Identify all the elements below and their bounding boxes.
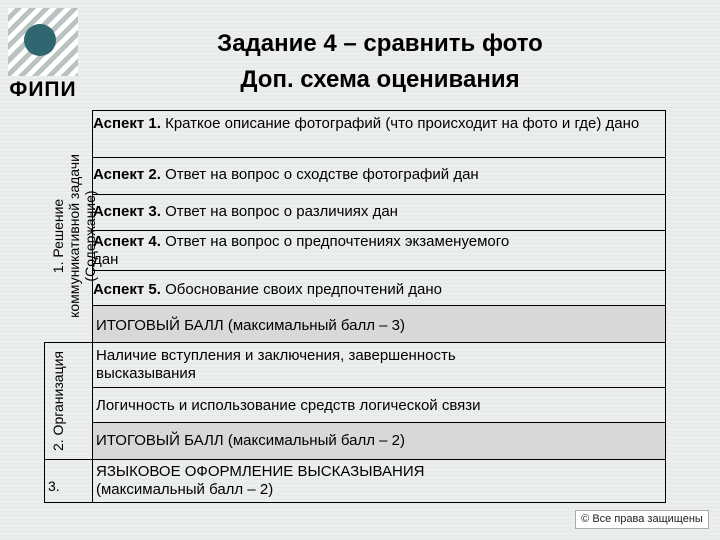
total-score-2: ИТОГОВЫЙ БАЛЛ (максимальный балл – 2) [96,432,406,449]
border-right [665,110,666,502]
aspect-4-title: Аспект 4. [93,233,161,250]
section-sep [44,459,666,460]
aspect-1-title: Аспект 1. [93,115,161,132]
aspect-5-title: Аспект 5. [93,281,161,298]
section-1-line-1: 1. Решение [50,198,66,274]
row-sep [92,194,666,195]
organization-criterion-1: Наличие вступления и заключения, завершенность высказывания [96,347,456,382]
section-1-line-2: коммуникативной задачи [66,154,82,318]
aspect-3-row [93,203,661,221]
logo-text: ФИПИ [9,78,77,101]
row-sep [92,270,666,271]
total-score-1: ИТОГОВЫЙ БАЛЛ (максимальный балл – 3) [96,317,406,334]
aspect-3-title: Аспект 3. [93,203,161,220]
row-sep [92,387,666,388]
border-bottom [44,502,666,503]
row-sep [92,230,666,231]
section-3-label: 3. [48,478,60,494]
aspect-4-text: Ответ на вопрос о предпочтениях экзаменуемого дан [93,233,510,268]
row-sep [92,422,666,423]
title-line-1: Задание 4 – сравнить фото [217,30,543,57]
border-top [92,110,666,111]
row-sep [92,305,666,306]
aspect-2-row [93,166,661,184]
aspect-3-text: Ответ на вопрос о различиях дан [160,203,398,220]
row-sep [92,157,666,158]
title-line-2: Доп. схема оценивания [240,66,520,93]
organization-criterion-2: Логичность и использование средств логической связи [96,397,481,414]
aspect-4-row [93,233,513,269]
aspect-5-text: Обоснование своих предпочтений дано [160,281,442,298]
aspect-1-row [93,115,661,133]
section-2-label: 2. Организация [50,351,66,452]
aspect-2-text: Ответ на вопрос о сходстве фотографий дан [160,166,479,183]
aspect-1-text: Краткое описание фотографий (что происходит на фото и где) дано [160,115,640,132]
section-1-line-3: (Содержание) [82,190,98,282]
section-sep [44,342,666,343]
language-criterion: ЯЗЫКОВОЕ ОФОРМЛЕНИЕ ВЫСКАЗЫВАНИЯ (максимальный балл – 2) [96,463,425,498]
copyright-badge: © Все права защищены [575,510,709,529]
aspect-5-row [93,281,661,299]
aspect-2-title: Аспект 2. [93,166,161,183]
border-left-lower [44,342,45,502]
